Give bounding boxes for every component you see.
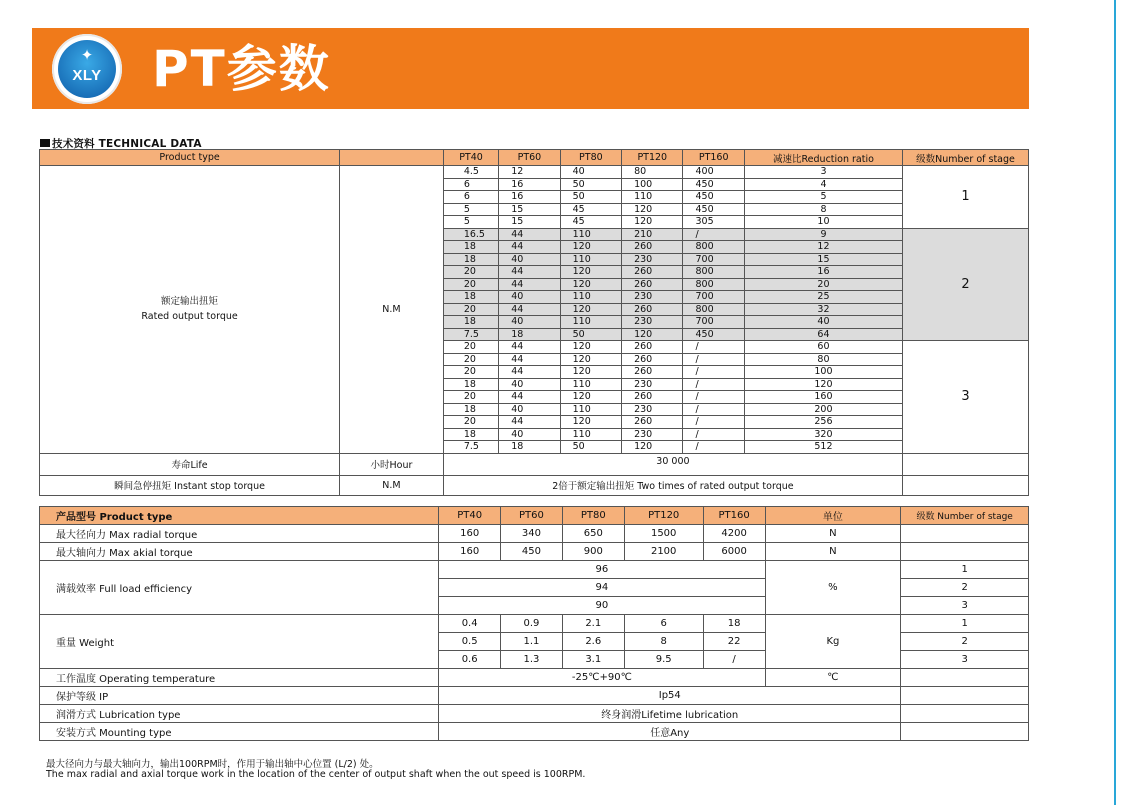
lubrication-row — [40, 705, 1029, 723]
cell-pt40: 20 — [443, 366, 498, 379]
cell-pt120: 230 — [622, 428, 683, 441]
efficiency-row-1 — [40, 561, 1029, 579]
spec-header-pt80: PT80 — [562, 507, 624, 525]
cell-pt60: 44 — [499, 366, 560, 379]
temperature-unit: ℃ — [765, 669, 901, 687]
cell-pt80: 110 — [560, 316, 621, 329]
spec-header-product-type: 产品型号 Product type — [40, 507, 439, 525]
cell-pt60: 40 — [499, 253, 560, 266]
cell-pt60: 12 — [499, 166, 560, 179]
cell-pt160: / — [683, 403, 744, 416]
cell-pt40: 20 — [443, 341, 498, 354]
temperature-row — [40, 669, 1029, 687]
cell-pt40: 5 — [443, 216, 498, 229]
axial-row — [40, 543, 1029, 561]
efficiency-stage-1: 1 — [901, 561, 1029, 579]
cell-pt120: 260 — [622, 266, 683, 279]
cell-pt40: 20 — [443, 303, 498, 316]
lubrication-label: 润滑方式 Lubrication type — [40, 705, 439, 723]
cell-pt40: 20 — [443, 353, 498, 366]
cell-pt40: 7.5 — [443, 328, 498, 341]
page-title: PT参数 — [152, 40, 331, 98]
cell-pt120: 80 — [622, 166, 683, 179]
weight-2-pt60: 1.1 — [501, 633, 563, 651]
radial-row — [40, 525, 1029, 543]
cell-pt60: 44 — [499, 266, 560, 279]
cell-pt120: 260 — [622, 341, 683, 354]
weight-stage-2: 2 — [901, 633, 1029, 651]
radial-unit: N — [765, 525, 901, 543]
weight-1-pt40: 0.4 — [439, 615, 501, 633]
cell-pt60: 44 — [499, 228, 560, 241]
cell-pt40: 18 — [443, 291, 498, 304]
header-pt40: PT40 — [443, 150, 498, 166]
header-pt160: PT160 — [683, 150, 744, 166]
cell-ratio: 32 — [744, 303, 902, 316]
spec-header-unit: 单位 — [765, 507, 901, 525]
cell-ratio: 16 — [744, 266, 902, 279]
weight-label: 重量 Weight — [40, 615, 439, 669]
weight-2-pt40: 0.5 — [439, 633, 501, 651]
cell-pt160: 700 — [683, 253, 744, 266]
cell-ratio: 4 — [744, 178, 902, 191]
efficiency-label: 满载效率 Full load efficiency — [40, 561, 439, 615]
radial-pt40: 160 — [439, 525, 501, 543]
header-stage: 级数Number of stage — [903, 150, 1029, 166]
cell-ratio: 60 — [744, 341, 902, 354]
cell-ratio: 160 — [744, 391, 902, 404]
weight-row-1 — [40, 615, 1029, 633]
cell-pt120: 260 — [622, 353, 683, 366]
cell-pt40: 5 — [443, 203, 498, 216]
stage-2: 2 — [903, 228, 1029, 341]
spec-header-pt160: PT160 — [703, 507, 765, 525]
rated-torque-label-cn: 额定输出扭矩 — [161, 296, 219, 308]
efficiency-value-1: 96 — [439, 561, 765, 579]
cell-pt80: 110 — [560, 403, 621, 416]
cell-pt160: 700 — [683, 291, 744, 304]
stage-3: 3 — [903, 341, 1029, 454]
cell-pt160: / — [683, 391, 744, 404]
cell-pt120: 260 — [622, 241, 683, 254]
cell-pt60: 44 — [499, 391, 560, 404]
efficiency-value-3: 90 — [439, 597, 765, 615]
radial-stage — [901, 525, 1029, 543]
cell-pt160: 400 — [683, 166, 744, 179]
cell-pt160: 450 — [683, 178, 744, 191]
header-unit — [340, 150, 444, 166]
cell-ratio: 9 — [744, 228, 902, 241]
right-edge-rule — [1114, 0, 1116, 805]
cell-pt60: 40 — [499, 403, 560, 416]
lubrication-value: 终身润滑Lifetime lubrication — [439, 705, 901, 723]
cell-pt160: 450 — [683, 191, 744, 204]
efficiency-value-2: 94 — [439, 579, 765, 597]
cell-pt80: 45 — [560, 216, 621, 229]
cell-pt120: 120 — [622, 203, 683, 216]
cell-pt40: 18 — [443, 378, 498, 391]
ip-value: Ip54 — [439, 687, 901, 705]
mounting-row — [40, 723, 1029, 741]
cell-pt80: 110 — [560, 291, 621, 304]
cell-pt60: 44 — [499, 341, 560, 354]
radial-pt120: 1500 — [624, 525, 703, 543]
cell-pt60: 18 — [499, 441, 560, 454]
instant-stop-value: 2倍于额定输出扭矩 Two times of rated output torque — [443, 475, 902, 495]
cell-pt40: 18 — [443, 241, 498, 254]
life-value: 30 000 — [443, 453, 902, 475]
cell-pt120: 110 — [622, 191, 683, 204]
cell-ratio: 3 — [744, 166, 902, 179]
cell-pt120: 120 — [622, 216, 683, 229]
life-label: 寿命Life — [40, 453, 340, 475]
table-header-row — [40, 150, 1029, 166]
radial-pt60: 340 — [501, 525, 563, 543]
weight-3-pt120: 9.5 — [624, 651, 703, 669]
life-stage — [903, 453, 1029, 475]
weight-2-pt120: 8 — [624, 633, 703, 651]
cell-pt160: 800 — [683, 278, 744, 291]
instant-stop-stage — [903, 475, 1029, 495]
lubrication-stage — [901, 705, 1029, 723]
cell-pt80: 110 — [560, 428, 621, 441]
cell-pt120: 230 — [622, 291, 683, 304]
cell-pt80: 120 — [560, 266, 621, 279]
cell-ratio: 15 — [744, 253, 902, 266]
weight-unit: Kg — [765, 615, 901, 669]
mounting-label: 安装方式 Mounting type — [40, 723, 439, 741]
header-pt60: PT60 — [499, 150, 560, 166]
cell-pt60: 15 — [499, 216, 560, 229]
axial-pt80: 900 — [562, 543, 624, 561]
cell-pt60: 44 — [499, 278, 560, 291]
weight-2-pt160: 22 — [703, 633, 765, 651]
cell-ratio: 512 — [744, 441, 902, 454]
instant-stop-row — [40, 475, 1029, 495]
cell-pt120: 210 — [622, 228, 683, 241]
cell-pt120: 120 — [622, 328, 683, 341]
xly-logo — [52, 34, 122, 104]
temperature-value: -25℃+90℃ — [439, 669, 765, 687]
cell-pt60: 44 — [499, 241, 560, 254]
star-icon: ✦ — [80, 46, 94, 64]
cell-ratio: 320 — [744, 428, 902, 441]
cell-pt60: 15 — [499, 203, 560, 216]
ip-stage — [901, 687, 1029, 705]
cell-pt120: 260 — [622, 391, 683, 404]
cell-pt40: 18 — [443, 253, 498, 266]
cell-ratio: 256 — [744, 416, 902, 429]
temperature-label: 工作温度 Operating temperature — [40, 669, 439, 687]
cell-pt40: 20 — [443, 416, 498, 429]
mounting-value: 任意Any — [439, 723, 901, 741]
cell-ratio: 12 — [744, 241, 902, 254]
weight-1-pt60: 0.9 — [501, 615, 563, 633]
cell-pt80: 50 — [560, 191, 621, 204]
rated-torque-unit: N.M — [340, 166, 444, 454]
cell-ratio: 40 — [744, 316, 902, 329]
weight-3-pt60: 1.3 — [501, 651, 563, 669]
radial-pt160: 4200 — [703, 525, 765, 543]
cell-pt40: 18 — [443, 403, 498, 416]
cell-ratio: 200 — [744, 403, 902, 416]
cell-pt80: 120 — [560, 416, 621, 429]
radial-pt80: 650 — [562, 525, 624, 543]
ip-row — [40, 687, 1029, 705]
cell-pt40: 20 — [443, 266, 498, 279]
cell-pt120: 230 — [622, 253, 683, 266]
header-pt80: PT80 — [560, 150, 621, 166]
cell-pt60: 40 — [499, 428, 560, 441]
cell-pt60: 16 — [499, 191, 560, 204]
cell-pt160: / — [683, 428, 744, 441]
instant-stop-unit: N.M — [340, 475, 444, 495]
cell-pt80: 120 — [560, 341, 621, 354]
instant-stop-label: 瞬间急停扭矩 Instant stop torque — [40, 475, 340, 495]
square-bullet-icon — [40, 139, 50, 147]
cell-pt120: 260 — [622, 278, 683, 291]
cell-pt40: 18 — [443, 316, 498, 329]
logo-text: XLY — [72, 67, 102, 84]
efficiency-stage-3: 3 — [901, 597, 1029, 615]
header-ratio: 减速比Reduction ratio — [744, 150, 902, 166]
cell-pt160: 450 — [683, 203, 744, 216]
spec-header-stage: 级数 Number of stage — [901, 507, 1029, 525]
rated-torque-label — [40, 166, 340, 454]
rated-torque-table — [39, 149, 1029, 496]
cell-pt60: 40 — [499, 291, 560, 304]
cell-ratio: 8 — [744, 203, 902, 216]
spec-header-pt60: PT60 — [501, 507, 563, 525]
axial-label: 最大轴向力 Max akial torque — [40, 543, 439, 561]
cell-ratio: 10 — [744, 216, 902, 229]
life-unit: 小时Hour — [340, 453, 444, 475]
cell-pt60: 44 — [499, 416, 560, 429]
cell-pt60: 40 — [499, 316, 560, 329]
section-title-text: 技术资料 TECHNICAL DATA — [52, 138, 202, 150]
cell-pt120: 230 — [622, 316, 683, 329]
cell-pt80: 120 — [560, 278, 621, 291]
cell-ratio: 64 — [744, 328, 902, 341]
spec-header-pt120: PT120 — [624, 507, 703, 525]
cell-pt60: 44 — [499, 353, 560, 366]
cell-pt120: 100 — [622, 178, 683, 191]
ip-label: 保护等级 IP — [40, 687, 439, 705]
weight-1-pt160: 18 — [703, 615, 765, 633]
cell-ratio: 20 — [744, 278, 902, 291]
weight-3-pt160: / — [703, 651, 765, 669]
cell-pt80: 50 — [560, 328, 621, 341]
cell-pt160: / — [683, 341, 744, 354]
cell-pt120: 230 — [622, 403, 683, 416]
cell-pt160: / — [683, 441, 744, 454]
temperature-stage — [901, 669, 1029, 687]
cell-pt80: 45 — [560, 203, 621, 216]
cell-ratio: 5 — [744, 191, 902, 204]
cell-pt80: 120 — [560, 353, 621, 366]
cell-pt40: 6 — [443, 191, 498, 204]
cell-pt160: 305 — [683, 216, 744, 229]
cell-pt80: 120 — [560, 391, 621, 404]
mounting-stage — [901, 723, 1029, 741]
cell-pt60: 40 — [499, 378, 560, 391]
spec-header-pt40: PT40 — [439, 507, 501, 525]
cell-pt60: 44 — [499, 303, 560, 316]
cell-pt40: 20 — [443, 278, 498, 291]
cell-pt120: 260 — [622, 366, 683, 379]
cell-ratio: 80 — [744, 353, 902, 366]
weight-1-pt80: 2.1 — [562, 615, 624, 633]
cell-pt40: 4.5 — [443, 166, 498, 179]
cell-pt80: 110 — [560, 228, 621, 241]
cell-pt120: 230 — [622, 378, 683, 391]
cell-pt120: 260 — [622, 303, 683, 316]
cell-pt80: 50 — [560, 441, 621, 454]
cell-pt160: / — [683, 228, 744, 241]
efficiency-stage-2: 2 — [901, 579, 1029, 597]
axial-pt160: 6000 — [703, 543, 765, 561]
cell-pt80: 110 — [560, 253, 621, 266]
weight-3-pt40: 0.6 — [439, 651, 501, 669]
cell-pt160: 450 — [683, 328, 744, 341]
cell-ratio: 120 — [744, 378, 902, 391]
cell-pt80: 120 — [560, 366, 621, 379]
cell-ratio: 100 — [744, 366, 902, 379]
note-english: The max radial and axial torque work in the location of the center of output shaft when the out speed is 100RPM. — [46, 769, 586, 780]
cell-pt60: 16 — [499, 178, 560, 191]
cell-pt160: 800 — [683, 241, 744, 254]
weight-stage-3: 3 — [901, 651, 1029, 669]
spec-header-row — [40, 507, 1029, 525]
header-pt120: PT120 — [622, 150, 683, 166]
axial-stage — [901, 543, 1029, 561]
header-product-type: Product type — [40, 150, 340, 166]
axial-pt120: 2100 — [624, 543, 703, 561]
cell-pt160: 700 — [683, 316, 744, 329]
cell-pt40: 20 — [443, 391, 498, 404]
weight-stage-1: 1 — [901, 615, 1029, 633]
torque-row — [40, 166, 1029, 179]
cell-pt80: 40 — [560, 166, 621, 179]
efficiency-unit: % — [765, 561, 901, 615]
note-chinese: 最大径向力与最大轴向力，输出100RPM时，作用于输出轴中心位置 (L/2) 处。 — [46, 759, 379, 770]
cell-pt80: 50 — [560, 178, 621, 191]
stage-1: 1 — [903, 166, 1029, 229]
cell-pt40: 6 — [443, 178, 498, 191]
weight-1-pt120: 6 — [624, 615, 703, 633]
cell-pt160: 800 — [683, 303, 744, 316]
cell-pt40: 7.5 — [443, 441, 498, 454]
cell-pt160: 800 — [683, 266, 744, 279]
specifications-table — [39, 506, 1029, 741]
radial-label: 最大径向力 Max radial torque — [40, 525, 439, 543]
life-row — [40, 453, 1029, 475]
rated-torque-label-en: Rated output torque — [141, 311, 238, 323]
weight-3-pt80: 3.1 — [562, 651, 624, 669]
cell-pt120: 260 — [622, 416, 683, 429]
axial-unit: N — [765, 543, 901, 561]
cell-pt120: 120 — [622, 441, 683, 454]
cell-pt40: 18 — [443, 428, 498, 441]
cell-pt60: 18 — [499, 328, 560, 341]
axial-pt40: 160 — [439, 543, 501, 561]
cell-pt160: / — [683, 416, 744, 429]
cell-pt40: 16.5 — [443, 228, 498, 241]
cell-pt80: 120 — [560, 241, 621, 254]
axial-pt60: 450 — [501, 543, 563, 561]
cell-pt160: / — [683, 378, 744, 391]
cell-pt160: / — [683, 353, 744, 366]
cell-pt80: 120 — [560, 303, 621, 316]
cell-pt80: 110 — [560, 378, 621, 391]
cell-pt160: / — [683, 366, 744, 379]
cell-ratio: 25 — [744, 291, 902, 304]
weight-2-pt80: 2.6 — [562, 633, 624, 651]
